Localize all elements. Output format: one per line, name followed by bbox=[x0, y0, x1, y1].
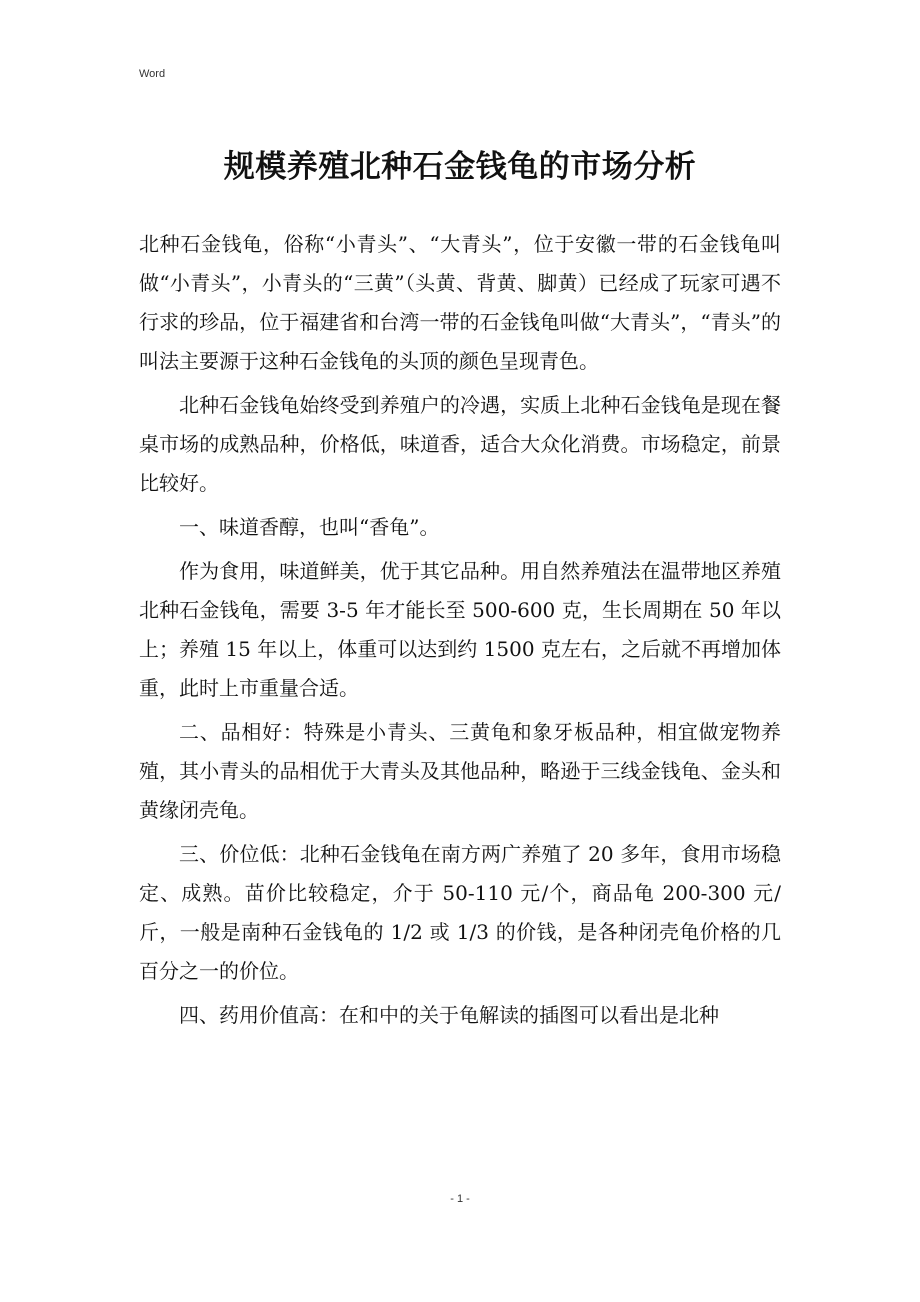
paragraph: 四、药用价值高：在和中的关于龟解读的插图可以看出是北种 bbox=[179, 1003, 719, 1027]
paragraph: 三、价位低：北种石金钱龟在南方两广养殖了 20 多年，食用市场稳定、成熟。苗价比较稳定，介于 50-110 元/个，商品龟 200-300 元/斤，一般是南种石金钱龟的 1/2 或 1/3 的价钱，是各种闭壳龟价格的几百分之一的价位。 bbox=[139, 842, 781, 983]
header-label: Word bbox=[139, 68, 166, 80]
document-body bbox=[139, 225, 781, 1040]
paragraph: 作为食用，味道鲜美，优于其它品种。用自然养殖法在温带地区养殖北种石金钱龟，需要 3-5 年才能长至 500-600 克，生长周期在 50 年以上；养殖 15 年以上，体重可以达到约 1500 克左右，之后就不再增加体重，此时上市重量合适。 bbox=[139, 559, 781, 700]
paragraph: 北种石金钱龟，俗称“小青头”、“大青头”，位于安徽一带的石金钱龟叫做“小青头”，小青头的“三黄”（头黄、背黄、脚黄）已经成了玩家可遇不行求的珍品，位于福建省和台湾一带的石金钱龟叫做“大青头”，“青头”的叫法主要源于这种石金钱龟的头顶的颜色呈现青色。 bbox=[139, 232, 781, 373]
paragraph: 二、品相好：特殊是小青头、三黄龟和象牙板品种，相宜做宠物养殖，其小青头的品相优于大青头及其他品种，略逊于三线金钱龟、金头和黄缘闭壳龟。 bbox=[139, 720, 781, 822]
paragraph: 北种石金钱龟始终受到养殖户的冷遇，实质上北种石金钱龟是现在餐桌市场的成熟品种，价格低，味道香，适合大众化消费。市场稳定，前景比较好。 bbox=[139, 393, 781, 495]
paragraph: 一、味道香醇，也叫“香龟”。 bbox=[179, 515, 440, 539]
document-title: 规模养殖北种石金钱龟的市场分析 bbox=[223, 149, 697, 185]
page-number: - 1 - bbox=[450, 1193, 470, 1205]
